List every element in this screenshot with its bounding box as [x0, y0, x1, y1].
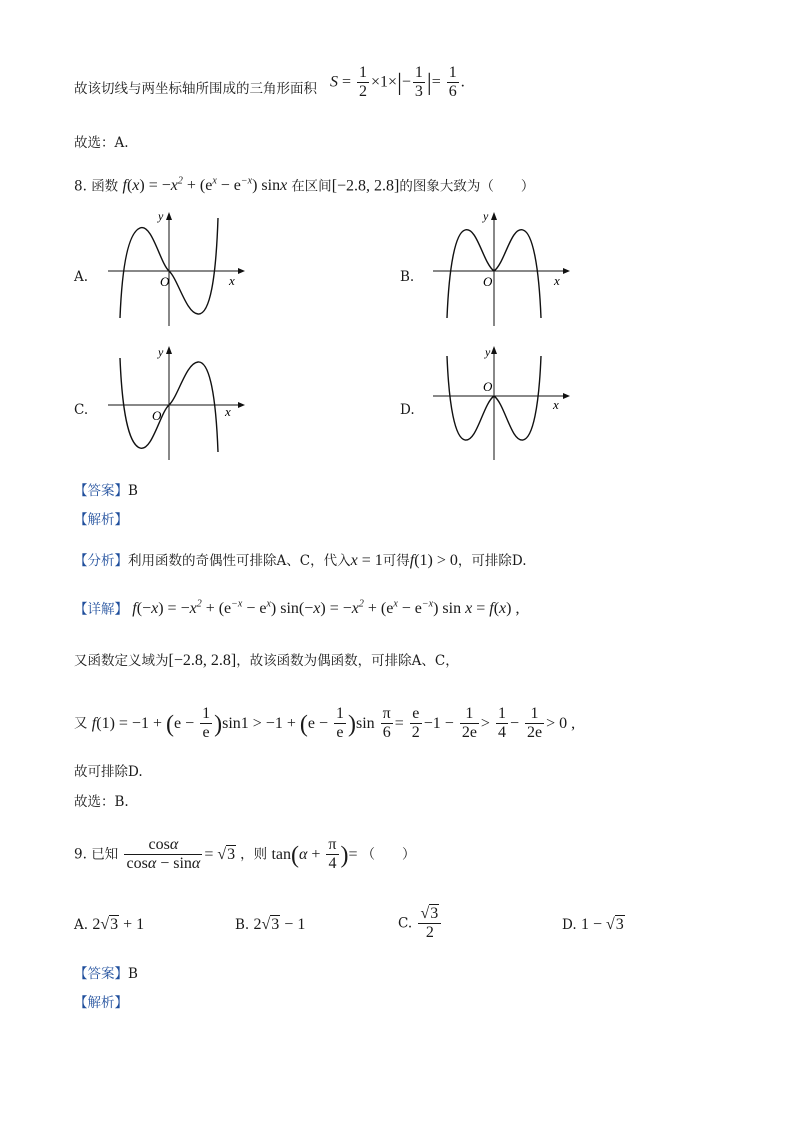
origin-label: O: [152, 408, 162, 423]
option-value: $\frac{√3}{2}$: [416, 915, 443, 932]
question-suffix: 的图象大致为（ ）: [399, 178, 535, 195]
question-number: 8.: [74, 178, 87, 195]
analysis-text-2: 可得: [382, 553, 410, 569]
analysis-sub-tag: 【分析】: [74, 553, 128, 569]
answer-value: B: [128, 483, 138, 499]
y-label: y: [158, 345, 164, 359]
option-label: A.: [74, 917, 89, 933]
origin-label: O: [483, 379, 493, 394]
question-middle: 在区间: [291, 178, 332, 195]
option-value: 2√3 + 1: [92, 916, 145, 933]
answer-value: B: [128, 966, 138, 982]
q9-option-b[interactable]: [235, 917, 305, 933]
q9-given: $\frac{\cos\alpha}{\cos\alpha - \sin\alpha}$ = √3: [126, 836, 236, 873]
answer-tag: 【答案】: [74, 483, 128, 499]
question-prefix: 已知: [91, 846, 119, 863]
q8-function: $f(x) = -x^2 + (e^x - e^{-x})$ sinx: [122, 176, 292, 195]
answer-9: [74, 968, 138, 982]
question-suffix: （ ）: [361, 846, 416, 863]
f1-prefix: 又: [74, 715, 88, 732]
y-arrow-icon: [491, 212, 497, 220]
area-line: [74, 83, 317, 97]
y-label: y: [485, 345, 491, 359]
question-number: 9.: [74, 846, 87, 863]
domain-text-1: 又函数定义域为: [74, 653, 169, 669]
option-value: 1 − √3: [580, 916, 624, 933]
y-arrow-icon: [166, 212, 172, 220]
analysis-text-1: 利用函数的奇偶性可排除A、C，代入: [128, 553, 351, 569]
analysis-text-3: ，可排除D.: [457, 553, 527, 569]
f1-formula: f(1) = −1 + (e − $\frac{1}{e}$ )sin1 > −1 + (e − $\frac{1}{e}$ )sin $\frac{\pi}{6}$ = $\frac{e}{2}$ −1 − $\frac{1}{2e}$ > $\frac{1}{4}$ − $\frac{1}{2e}$ > 0 ,: [91, 705, 576, 742]
f1-line: [74, 705, 575, 743]
area-formula: S = $\frac{1}{2}$ ×1×|− $\frac{1}{3}$ |= $\frac{1}{6}$ .: [330, 64, 465, 101]
question-8: [74, 177, 534, 194]
answer-tag: 【答案】: [74, 966, 128, 982]
domain-interval: [−2.8, 2.8]: [168, 652, 237, 669]
origin-label: O: [483, 274, 493, 289]
y-label: y: [483, 209, 489, 223]
q9-option-d[interactable]: [562, 917, 625, 933]
graph-a[interactable]: [100, 208, 250, 326]
domain-line: [74, 653, 459, 669]
option-c-label[interactable]: C.: [74, 402, 89, 418]
option-b-label[interactable]: B.: [400, 269, 415, 285]
graph-b[interactable]: [425, 208, 575, 326]
y-arrow-icon: [166, 346, 172, 354]
x-label: x: [553, 397, 559, 412]
q9-ask: tan(α + $\frac{\pi}{4}$ )=: [271, 836, 358, 873]
y-label: y: [158, 209, 164, 223]
answer-8: [74, 485, 138, 499]
option-label: D.: [562, 917, 577, 933]
detail-formula: $f(-x) = -x^2 + (e^{-x} - e^x) \sin(-x) = -x^2 + (e^x - e^{-x})$ sin x = f(x) ,: [132, 599, 520, 618]
graph-c[interactable]: [100, 342, 250, 460]
x-arrow-icon: [238, 268, 245, 274]
option-a-label[interactable]: A.: [74, 269, 89, 285]
origin-label: O: [160, 274, 170, 289]
option-value: 2√3 − 1: [253, 916, 306, 933]
q9-option-a[interactable]: [74, 917, 144, 933]
x-label: x: [225, 404, 231, 419]
q8-interval: [−2.8, 2.8]: [331, 177, 400, 195]
question-prefix: 函数: [91, 178, 119, 195]
analysis-tag: 【解析】: [74, 512, 128, 528]
detail-8: [74, 600, 519, 617]
option-d-label[interactable]: D.: [400, 402, 415, 418]
x-arrow-icon: [563, 393, 570, 399]
x-label: x: [554, 273, 560, 288]
choice-line-8: 故选：B.: [74, 794, 129, 810]
question-middle: ，则: [240, 846, 268, 863]
option-label: C.: [398, 915, 413, 932]
detail-tag: 【详解】: [74, 601, 128, 618]
x-arrow-icon: [563, 268, 570, 274]
exclude-d: 故可排除D.: [74, 764, 143, 780]
option-label: B.: [235, 917, 250, 933]
graph-d[interactable]: [425, 342, 575, 460]
analysis-8: 【分析】利用函数的奇偶性可排除A、C，代入x = 1可得f(1) > 0，可排除D.: [74, 552, 527, 569]
choice-line-7: 故选：A.: [74, 135, 129, 151]
question-9: [74, 836, 416, 874]
y-arrow-icon: [491, 346, 497, 354]
area-text: 故该切线与两坐标轴所围成的三角形面积: [74, 81, 317, 97]
x-arrow-icon: [238, 402, 245, 408]
q9-option-c[interactable]: [398, 905, 443, 943]
analysis-tag-9: 【解析】: [74, 995, 128, 1011]
x-label: x: [229, 273, 235, 288]
domain-text-2: ，故该函数为偶函数，可排除A、C，: [236, 653, 459, 669]
